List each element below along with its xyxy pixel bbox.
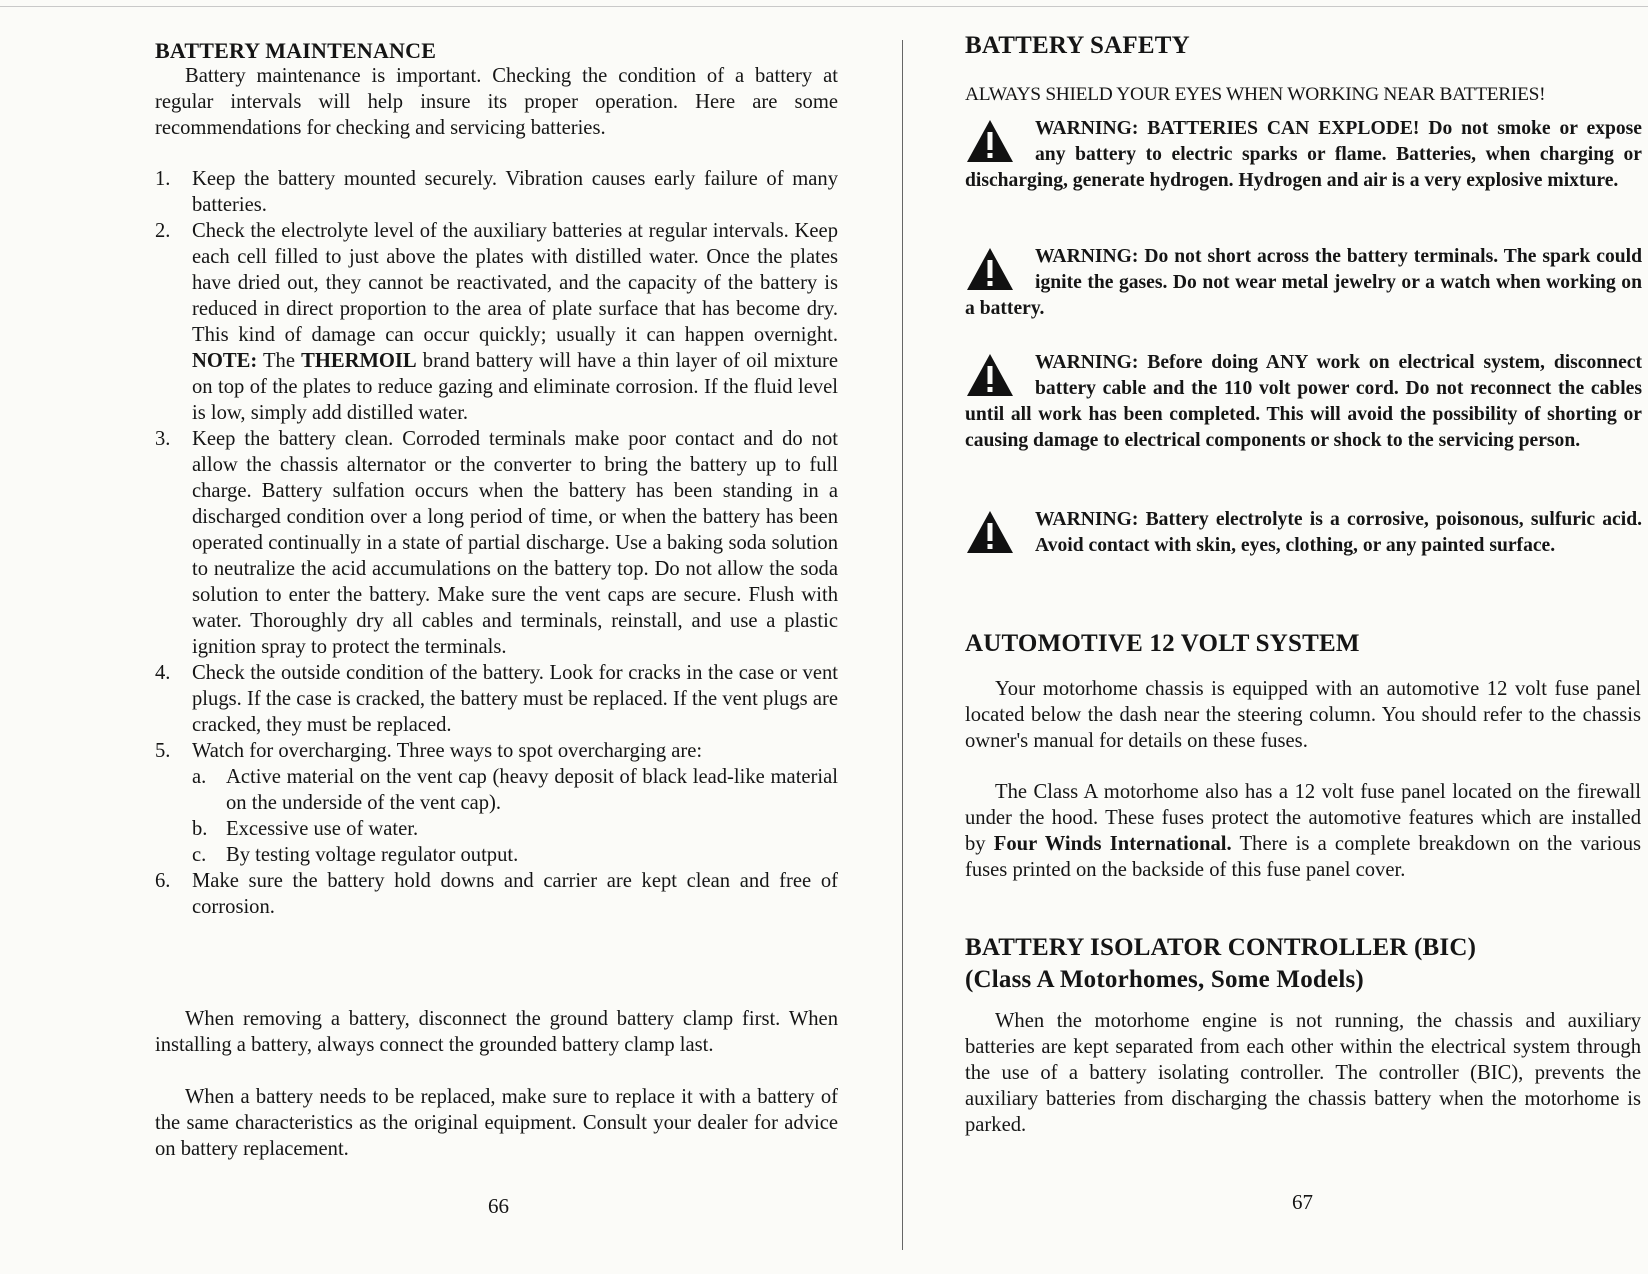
list-number: 1. [155, 168, 171, 190]
paragraph-text: There is a complete breakdown on the various fuses printed on the backside of this fuse panel cover. [965, 833, 1641, 881]
bic-heading-line2: (Class A Motorhomes, Some Models) [965, 966, 1364, 993]
paragraph-text: The Class A motorhome also has a 12 volt fuse panel located on the firewall under the hood. These fuses protect the automotive features which are installed by [965, 781, 1641, 855]
bic-paragraph: When the motorhome engine is not running, the chassis and auxiliary batteries are kept separated from each other within the electrical system through the use of a battery isolating controller. The controller (BIC), prevents the auxiliary batteries from discharging the chassis battery when the motorhome is parked. [965, 1010, 1641, 1136]
list-item [155, 738, 838, 868]
list-item-text: Check the electrolyte level of the auxiliary batteries at regular intervals. Keep each cell filled to just above the plates with distilled water. Once the plates have dried out, they cannot be reactivated, and the capacity of the battery is reduced in direct proportion to the area of plate surface that has become dry. This kind of damage can occur quickly; usually it can happen overnight. [192, 220, 838, 346]
warning-triangle-icon [965, 118, 1015, 164]
list-number: 5. [155, 740, 171, 762]
warning-triangle-icon [965, 509, 1015, 555]
list-item-text: The [257, 350, 302, 372]
list-number: 2. [155, 220, 171, 242]
bic-heading [965, 932, 1476, 996]
sublist-item [192, 816, 838, 842]
sublist-letter: c. [192, 844, 207, 866]
sublist-item [192, 842, 838, 868]
overcharging-sublist [192, 764, 838, 868]
list-item [155, 868, 838, 920]
list-number: 3. [155, 428, 171, 450]
warning-block [965, 350, 1642, 454]
list-item [155, 218, 838, 426]
battery-maintenance-heading: BATTERY MAINTENANCE [155, 38, 437, 63]
bic-heading-line1: BATTERY ISOLATOR CONTROLLER (BIC) [965, 934, 1477, 961]
maintenance-intro: Battery maintenance is important. Checking the condition of a battery at regular intervals will help insure its proper operation. Here are some recommendations for checking and servicing batteries. [155, 65, 838, 139]
list-item-text: Check the outside condition of the battery. Look for cracks in the case or vent plugs. If the case is cracked, the battery must be replaced. If the vent plugs are cracked, they must be replaced. [192, 662, 838, 736]
warning-text: WARNING: Battery electrolyte is a corrosive, poisonous, sulfuric acid. Avoid contact with skin, eyes, clothing, or any painted surface. [1035, 509, 1642, 556]
warning-text: WARNING: BATTERIES CAN EXPLODE! Do not smoke or expose any battery to electric sparks or flame. Batteries, when charging or discharging, generate hydrogen. Hydrogen and air is a very explosive mixture. [965, 118, 1642, 191]
automotive-paragraph-1: Your motorhome chassis is equipped with an automotive 12 volt fuse panel located below the dash near the steering column. You should refer to the chassis owner's manual for details on these fuses. [965, 678, 1641, 752]
list-number: 4. [155, 662, 171, 684]
sublist-letter: a. [192, 766, 207, 788]
list-item [155, 426, 838, 660]
list-item-text: brand battery will have a thin layer of oil mixture on top of the plates to reduce gazing and eliminate corrosion. If the fluid level is low, simply add distilled water. [192, 350, 838, 424]
list-item [155, 166, 838, 218]
list-item-text: Keep the battery mounted securely. Vibration causes early failure of many batteries. [192, 168, 838, 216]
list-item-text: Keep the battery clean. Corroded terminals make poor contact and do not allow the chassis alternator or the converter to bring the battery up to full charge. Battery sulfation occurs when the battery has been standing in a discharged condition over a long period of time, or when the battery has been operated continually in a state of partial discharge. Use a baking soda solution to neutralize the acid accumulations on the battery top. Do not allow the soda solution to enter the battery. Make sure the vent caps are secure. Flush with water. Thoroughly dry all cables and terminals, reinstall, and use a plastic ignition spray to protect the terminals. [192, 428, 838, 658]
shield-eyes-caption: ALWAYS SHIELD YOUR EYES WHEN WORKING NEAR BATTERIES! [965, 84, 1546, 105]
sublist-item-text: By testing voltage regulator output. [226, 844, 519, 866]
warning-text: WARNING: Do not short across the battery terminals. The spark could ignite the gases. Do not wear metal jewelry or a watch when working on a battery. [965, 246, 1642, 319]
warning-triangle-icon [965, 246, 1015, 292]
battery-safety-heading: BATTERY SAFETY [965, 32, 1190, 59]
warning-block [965, 116, 1642, 194]
warning-block [965, 507, 1642, 559]
note-label: NOTE: [192, 350, 258, 372]
list-item-text: Watch for overcharging. Three ways to spot overcharging are: [192, 740, 703, 762]
sublist-item [192, 764, 838, 816]
battery-replacement-paragraph: When a battery needs to be replaced, make sure to replace it with a battery of the same characteristics as the original equipment. Consult your dealer for advice on battery replacement. [155, 1086, 838, 1160]
warning-text: WARNING: Before doing ANY work on electrical system, disconnect battery cable and the 110 volt power cord. Do not reconnect the cables until all work has been completed. This will avoid the possibility of shorting or causing damage to electrical components or shock to the servicing person. [965, 352, 1642, 451]
sublist-item-text: Excessive use of water. [226, 818, 419, 840]
list-number: 6. [155, 870, 171, 892]
warning-triangle-icon [965, 352, 1015, 398]
four-winds-brand: Four Winds International. [993, 833, 1232, 855]
list-item-text: Make sure the battery hold downs and carrier are kept clean and free of corrosion. [192, 870, 838, 918]
thermoil-brand: THERMOIL [301, 350, 417, 372]
page-number-66: 66 [488, 1194, 509, 1218]
automotive-12-volt-heading: AUTOMOTIVE 12 VOLT SYSTEM [965, 630, 1360, 657]
list-item [155, 660, 838, 738]
warning-block [965, 244, 1642, 322]
automotive-paragraph-2 [965, 779, 1641, 883]
battery-removal-paragraph: When removing a battery, disconnect the ground battery clamp first. When installing a battery, always connect the grounded battery clamp last. [155, 1008, 838, 1056]
maintenance-list [155, 166, 838, 920]
sublist-item-text: Active material on the vent cap (heavy deposit of black lead-like material on the underside of the vent cap). [226, 766, 838, 814]
page-number-67: 67 [1292, 1190, 1313, 1214]
sublist-letter: b. [192, 818, 208, 840]
